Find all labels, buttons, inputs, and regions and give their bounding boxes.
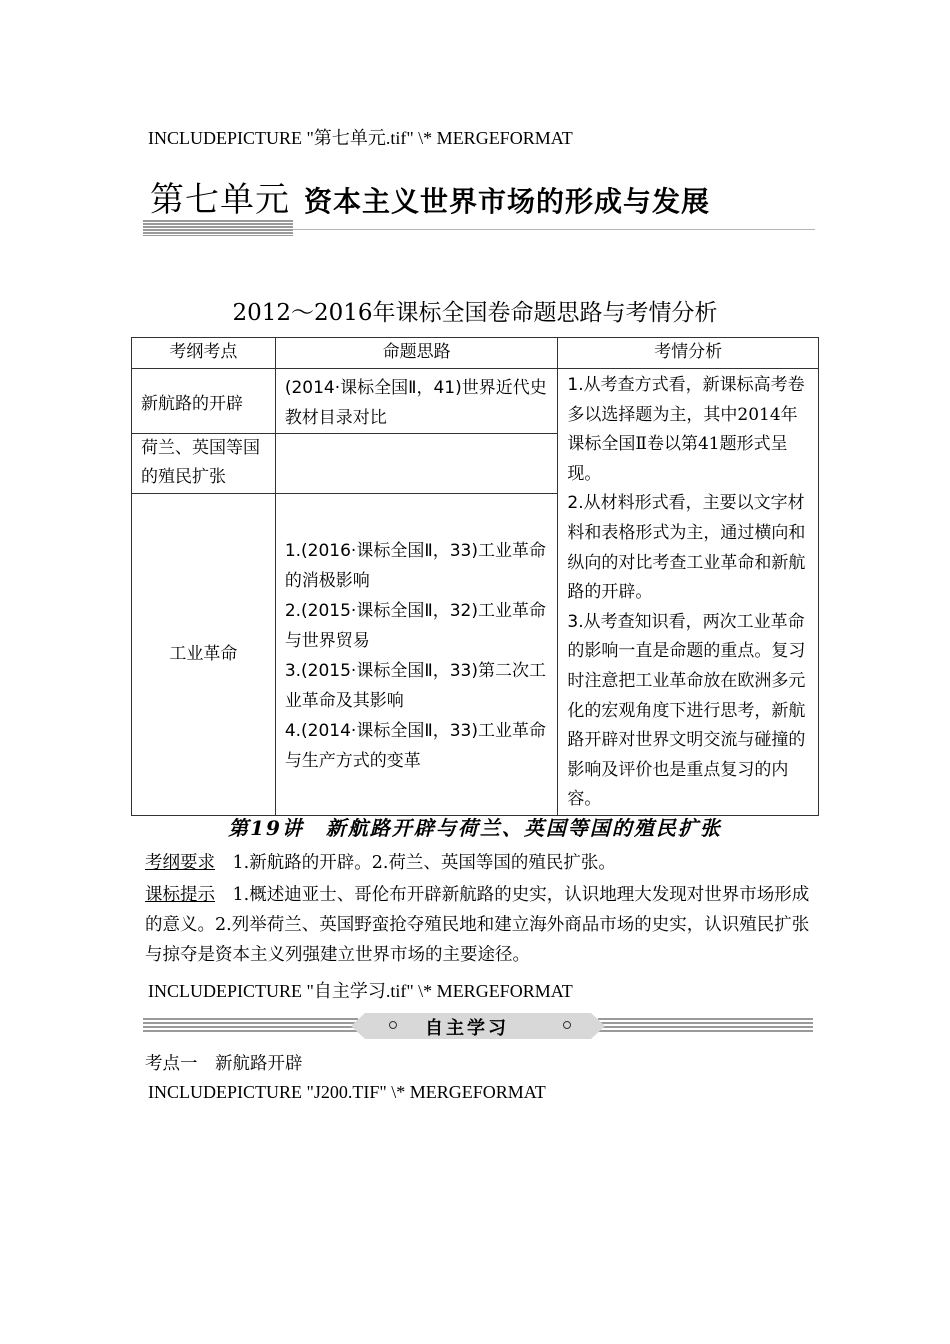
includepicture-field-j200: INCLUDEPICTURE "J200.TIF" \* MERGEFORMAT: [148, 1082, 546, 1102]
unit-underline-bar: [143, 220, 293, 236]
banner-stripe-left: [143, 1018, 358, 1034]
idea-item: 1.(2016·课标全国Ⅱ，33)工业革命的消极影响: [284, 541, 546, 592]
standards-label: 课标提示: [145, 885, 215, 905]
idea-item: 4.(2014·课标全国Ⅱ，33)工业革命与生产方式的变革: [284, 721, 546, 772]
includepicture-field-study: INCLUDEPICTURE "自主学习.tif" \* MERGEFORMAT: [148, 981, 573, 1001]
topic-heading: 考点一 新航路开辟: [145, 1054, 303, 1074]
analysis-paragraph: 2.从材料形式看，主要以文字材料和表格形式为主，通过横向和纵向的对比考查工业革命和新航路的开辟。: [567, 493, 806, 603]
point-cell: 工业革命: [132, 493, 276, 815]
analysis-cell: [558, 369, 819, 816]
header-cell: 命题思路: [275, 338, 558, 369]
header-cell: 考情分析: [558, 338, 819, 369]
ideas-cell: (2014·课标全国Ⅱ，41)世界近代史教材目录对比: [275, 369, 558, 434]
table-row: [132, 369, 819, 434]
ideas-cell: [275, 493, 558, 815]
lecture-title: 第19讲 新航路开辟与荷兰、英国等国的殖民扩张: [228, 816, 722, 840]
unit-rule-line: [293, 229, 815, 230]
table-title: 2012～2016年课标全国卷命题思路与考情分析: [232, 300, 718, 326]
unit-title: 资本主义世界市场的形成与发展: [304, 185, 711, 218]
circle-icon: [389, 1021, 397, 1029]
includepicture-field-unit: INCLUDEPICTURE "第七单元.tif" \* MERGEFORMAT: [148, 128, 573, 148]
standards-text: 1.概述迪亚士、哥伦布开辟新航路的史实，认识地理大发现对世界市场形成的意义。2.列举荷兰、英国野蛮抢夺殖民地和建立海外商品市场的史实，认识殖民扩张与掠夺是资本主义列强建立世界市场的主要途径。: [145, 885, 810, 965]
ideas-cell: [275, 434, 558, 493]
unit-number: 第七单元: [150, 180, 290, 220]
unit-heading: [150, 172, 710, 221]
self-study-banner: [143, 1013, 813, 1041]
point-cell: 荷兰、英国等国的殖民扩张: [132, 434, 276, 493]
table-header-row: [132, 338, 819, 369]
analysis-paragraph: 3.从考查知识看，两次工业革命的影响一直是命题的重点。复习时注意把工业革命放在欧洲多元化的宏观角度下进行思考，新航路开辟对世界文明交流与碰撞的影响及评价也是重点复习的内容。: [567, 611, 806, 810]
idea-item: 2.(2015·课标全国Ⅱ，32)工业革命与世界贸易: [284, 601, 546, 652]
exam-analysis-table: [131, 337, 819, 816]
circle-icon: [563, 1021, 571, 1029]
standards-paragraph: [145, 880, 820, 970]
requirements-text: 1.新航路的开辟。2.荷兰、英国等国的殖民扩张。: [232, 853, 616, 873]
idea-item: 3.(2015·课标全国Ⅱ，33)第二次工业革命及其影响: [284, 661, 546, 712]
requirements-label: 考纲要求: [145, 853, 215, 873]
header-cell: 考纲考点: [132, 338, 276, 369]
analysis-paragraph: 1.从考查方式看，新课标高考卷多以选择题为主，其中2014年课标全国Ⅱ卷以第41题形式呈现。: [567, 375, 805, 484]
banner-label: 自主学习: [425, 1018, 509, 1039]
requirements-paragraph: [145, 848, 820, 878]
point-cell: 新航路的开辟: [132, 369, 276, 434]
banner-stripe-right: [598, 1018, 813, 1034]
